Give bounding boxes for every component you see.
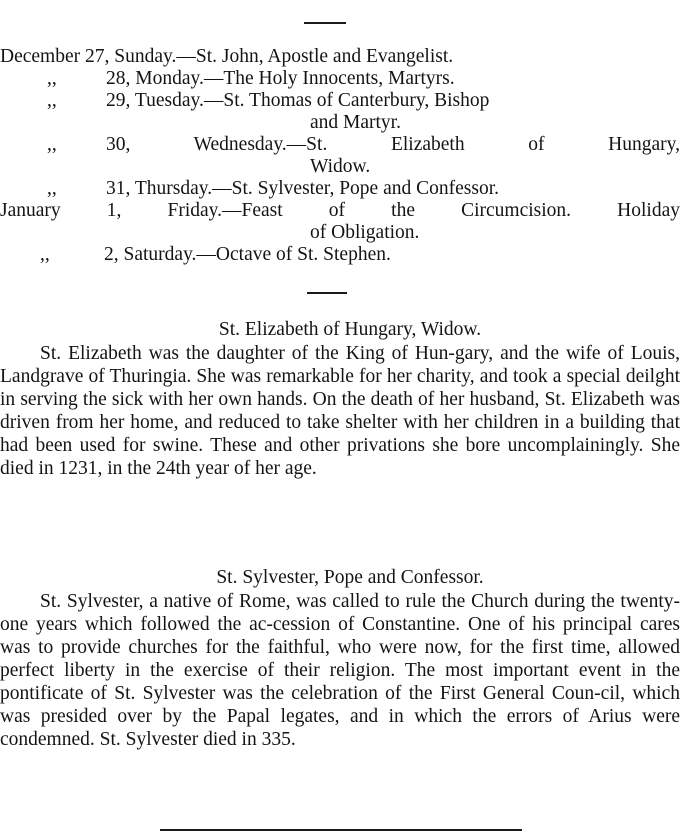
ditto-mark: ,, [47, 178, 57, 199]
calendar-entry-continuation [0, 156, 680, 178]
calendar-entry [0, 134, 680, 156]
calendar-entry-text: December 27, Sunday.—St. John, Apostle and Evangelist. [0, 46, 454, 67]
article-body: St. Sylvester, a native of Rome, was called to rule the Church during the twenty-one years which followed the ac-cession of Constantine. One of his principal cares was to provide churches for the faithful, who were now, for the first time, allowed perfect liberty in the exercise of their religion. The most important event in the pontificate of St. Sylvester was the celebration of the First General Coun-cil, which was presided over by the Papal legates, and in which the errors of Arius were condemned. St. Sylvester died in 335. [0, 591, 680, 750]
calendar-entry-text: 28, Monday.—The Holy Innocents, Martyrs. [106, 68, 455, 89]
calendar-entry [0, 200, 680, 222]
calendar-entry-text: 30, Wednesday.—St. Elizabeth of Hungary, [106, 134, 680, 155]
article-heading: St. Sylvester, Pope and Confessor. [216, 567, 484, 588]
article-st-sylvester [0, 566, 680, 751]
calendar-entry [0, 178, 680, 200]
article-heading: St. Elizabeth of Hungary, Widow. [218, 319, 482, 340]
calendar-entry-continuation [0, 222, 680, 244]
calendar-entry [0, 68, 680, 90]
ditto-mark: ,, [47, 90, 57, 111]
calendar-entry [0, 46, 680, 68]
calendar-entry-continuation [0, 112, 680, 134]
article-body: St. Elizabeth was the daughter of the King of Hun-gary, and the wife of Louis, Landgrave of Thuringia. She was remarkable for her charity, and took a special deilght in serving the sick with her own hands. On the death of her husband, St. Elizabeth was driven from her home, and reduced to take shelter with her children in a building that had been used for swine. These and other privations she bore uncomplainingly. She died in 1231, in the 24th year of her age. [0, 343, 680, 479]
ditto-mark: ,, [47, 68, 57, 89]
ditto-mark: ,, [47, 134, 57, 155]
section-divider [307, 292, 347, 294]
calendar-entry-text: 2, Saturday.—Octave of St. Stephen. [104, 244, 391, 265]
top-divider [304, 22, 346, 24]
calendar-entry [0, 244, 680, 266]
calendar-entry [0, 90, 680, 112]
calendar-entry-cont-text: of Obligation. [310, 222, 420, 243]
calendar-entry-cont-text: Widow. [310, 156, 371, 177]
bottom-divider [160, 829, 522, 831]
calendar-entry-cont-text: and Martyr. [310, 112, 401, 133]
ditto-mark: ,, [40, 244, 50, 265]
article-st-elizabeth [0, 318, 680, 480]
calendar-entry-text: 29, Tuesday.—St. Thomas of Canterbury, Bishop [106, 90, 490, 111]
calendar-entry-text: January 1, Friday.—Feast of the Circumcision. Holiday [0, 200, 680, 221]
calendar-entry-text: 31, Thursday.—St. Sylvester, Pope and Confessor. [106, 178, 499, 199]
liturgical-calendar [0, 46, 680, 266]
